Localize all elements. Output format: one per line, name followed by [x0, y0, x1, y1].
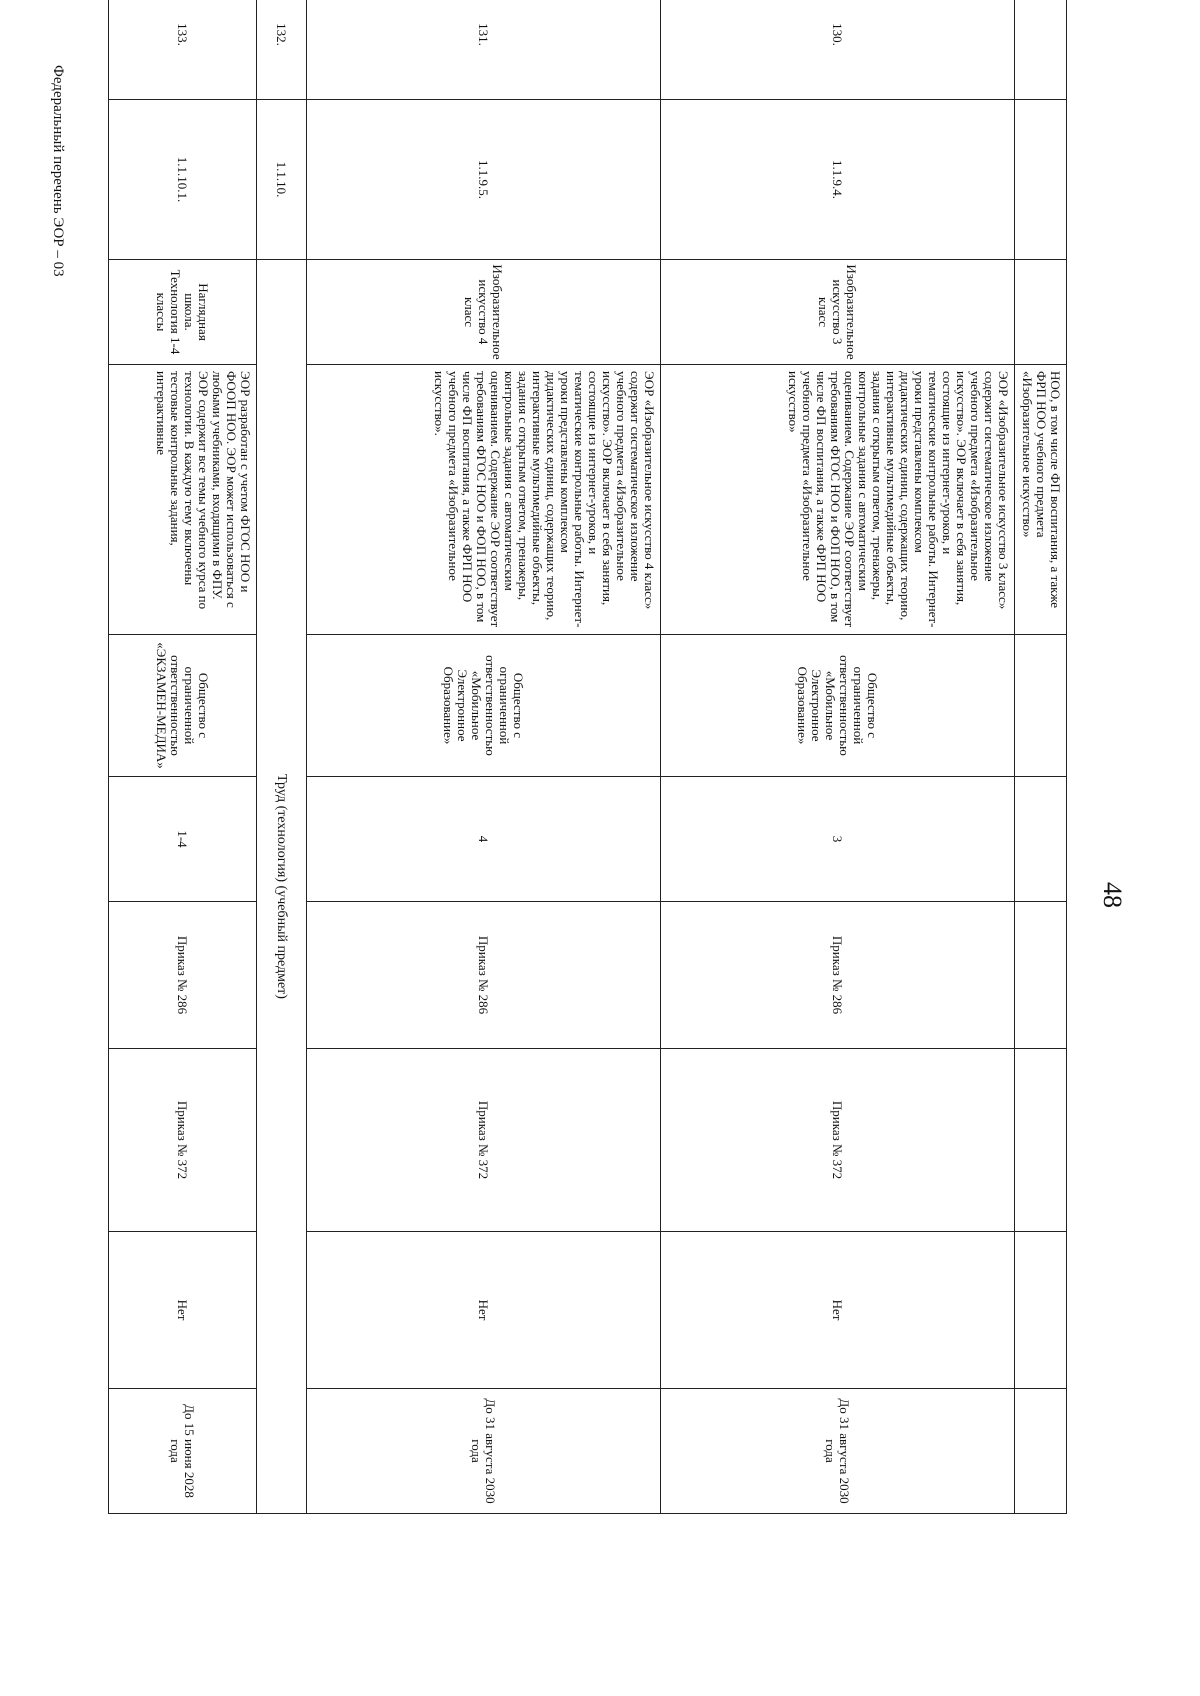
table-row [307, 0, 661, 1514]
section-heading: Труд (технология) (учебный предмет) [257, 260, 307, 1514]
cell-limit: Нет [109, 1232, 257, 1389]
cell-date: До 31 августа 2030 года [661, 1389, 1015, 1514]
cell-prikaz2: Приказ № 372 [307, 1049, 661, 1232]
cell-code: 1.1.10. [257, 100, 307, 260]
cell-subject: Наглядная школа. Технология 1-4 классы [109, 260, 257, 365]
cell-desc: ЭОР разработан с учетом ФГОС НОО и ФООП НОО. ЭОР может использоваться с любыми учебниками, входящими в ФПУ. ЭОР содержит все темы учебного курса по технологии. В каждую тему включены тестовые контрольные задания, интерактивные [109, 365, 257, 635]
cell-grade [1015, 777, 1067, 902]
table-row [109, 0, 257, 1514]
cell-code: 1.1.9.4. [661, 100, 1015, 260]
table-row [661, 0, 1015, 1514]
cell-prikaz1: Приказ № 286 [307, 902, 661, 1049]
cell-date: До 31 августа 2030 года [307, 1389, 661, 1514]
cell-prikaz2: Приказ № 372 [661, 1049, 1015, 1232]
footer-text: Федеральный перечень ЭОР – 03 [50, 65, 66, 277]
cell-code: 1.1.10.1. [109, 100, 257, 260]
cell-code: 1.1.9.5. [307, 100, 661, 260]
cell-subject: Изобразительное искусство 3 класс [661, 260, 1015, 365]
cell-num [1015, 0, 1067, 100]
cell-subject [1015, 260, 1067, 365]
table-row-section [257, 0, 307, 1514]
cell-code [1015, 100, 1067, 260]
cell-num: 133. [109, 0, 257, 100]
cell-grade: 1-4 [109, 777, 257, 902]
cell-desc: ЭОР «Изобразительное искусство 3 класс» содержит систематическое изложение учебного предмета «Изобразительное искусство». ЭОР включает в себя занятия, состоящие из интернет-уроков, и тематические контрольные работы. Интернет-уроки представлены комплексом дидактических единиц, содержащих теорию, интерактивные мультимедийные объекты, задания с открытым ответом, тренажеры, контрольные задания с автоматическим оцениванием. Содержание ЭОР соответствует требованиям ФГОС НОО и ФОП НОО, в том числе ФП воспитания, а также ФРП НОО учебного предмета «Изобразительное искусство» [661, 365, 1015, 635]
cell-num: 130. [661, 0, 1015, 100]
cell-prikaz2 [1015, 1049, 1067, 1232]
cell-grade: 3 [661, 777, 1015, 902]
cell-prikaz2: Приказ № 372 [109, 1049, 257, 1232]
cell-desc: НОО, в том числе ФП воспитания, а также ФРП НОО учебного предмета «Изобразительное искусство» [1015, 365, 1067, 635]
cell-limit [1015, 1232, 1067, 1389]
cell-org: Общество с ограниченной ответственностью «ЭКЗАМЕН-МЕДИА» [109, 635, 257, 777]
cell-limit: Нет [661, 1232, 1015, 1389]
eor-table [108, 0, 1067, 1514]
cell-org: Общество с ограниченной ответственностью «Мобильное Электронное Образование» [307, 635, 661, 777]
rotated-table-container [109, 0, 1067, 1513]
cell-desc: ЭОР «Изобразительное искусство 4 класс» содержит систематическое изложение учебного предмета «Изобразительное искусство». ЭОР включает в себя занятия, состоящие из интернет-уроков, и тематические контрольные работы. Интернет-уроки представлены комплексом дидактических единиц, содержащих теорию, интерактивные мультимедийные объекты, задания с открытым ответом, тренажеры, контрольные задания с автоматическим оцениванием. Содержание ЭОР соответствует требованиям ФГОС НОО и ФОП НОО, в том числе ФП воспитания, а также ФРП НОО учебного предмета «Изобразительное искусство». [307, 365, 661, 635]
cell-prikaz1 [1015, 902, 1067, 1049]
cell-grade: 4 [307, 777, 661, 902]
cell-org [1015, 635, 1067, 777]
cell-date [1015, 1389, 1067, 1514]
cell-num: 131. [307, 0, 661, 100]
cell-limit: Нет [307, 1232, 661, 1389]
table-row [1015, 0, 1067, 1514]
cell-date: До 15 июня 2028 года [109, 1389, 257, 1514]
cell-org: Общество с ограниченной ответственностью «Мобильное Электронное Образование» [661, 635, 1015, 777]
cell-subject: Изобразительное искусство 4 класс [307, 260, 661, 365]
cell-prikaz1: Приказ № 286 [109, 902, 257, 1049]
cell-prikaz1: Приказ № 286 [661, 902, 1015, 1049]
page-number: 48 [1098, 882, 1127, 908]
cell-num: 132. [257, 0, 307, 100]
